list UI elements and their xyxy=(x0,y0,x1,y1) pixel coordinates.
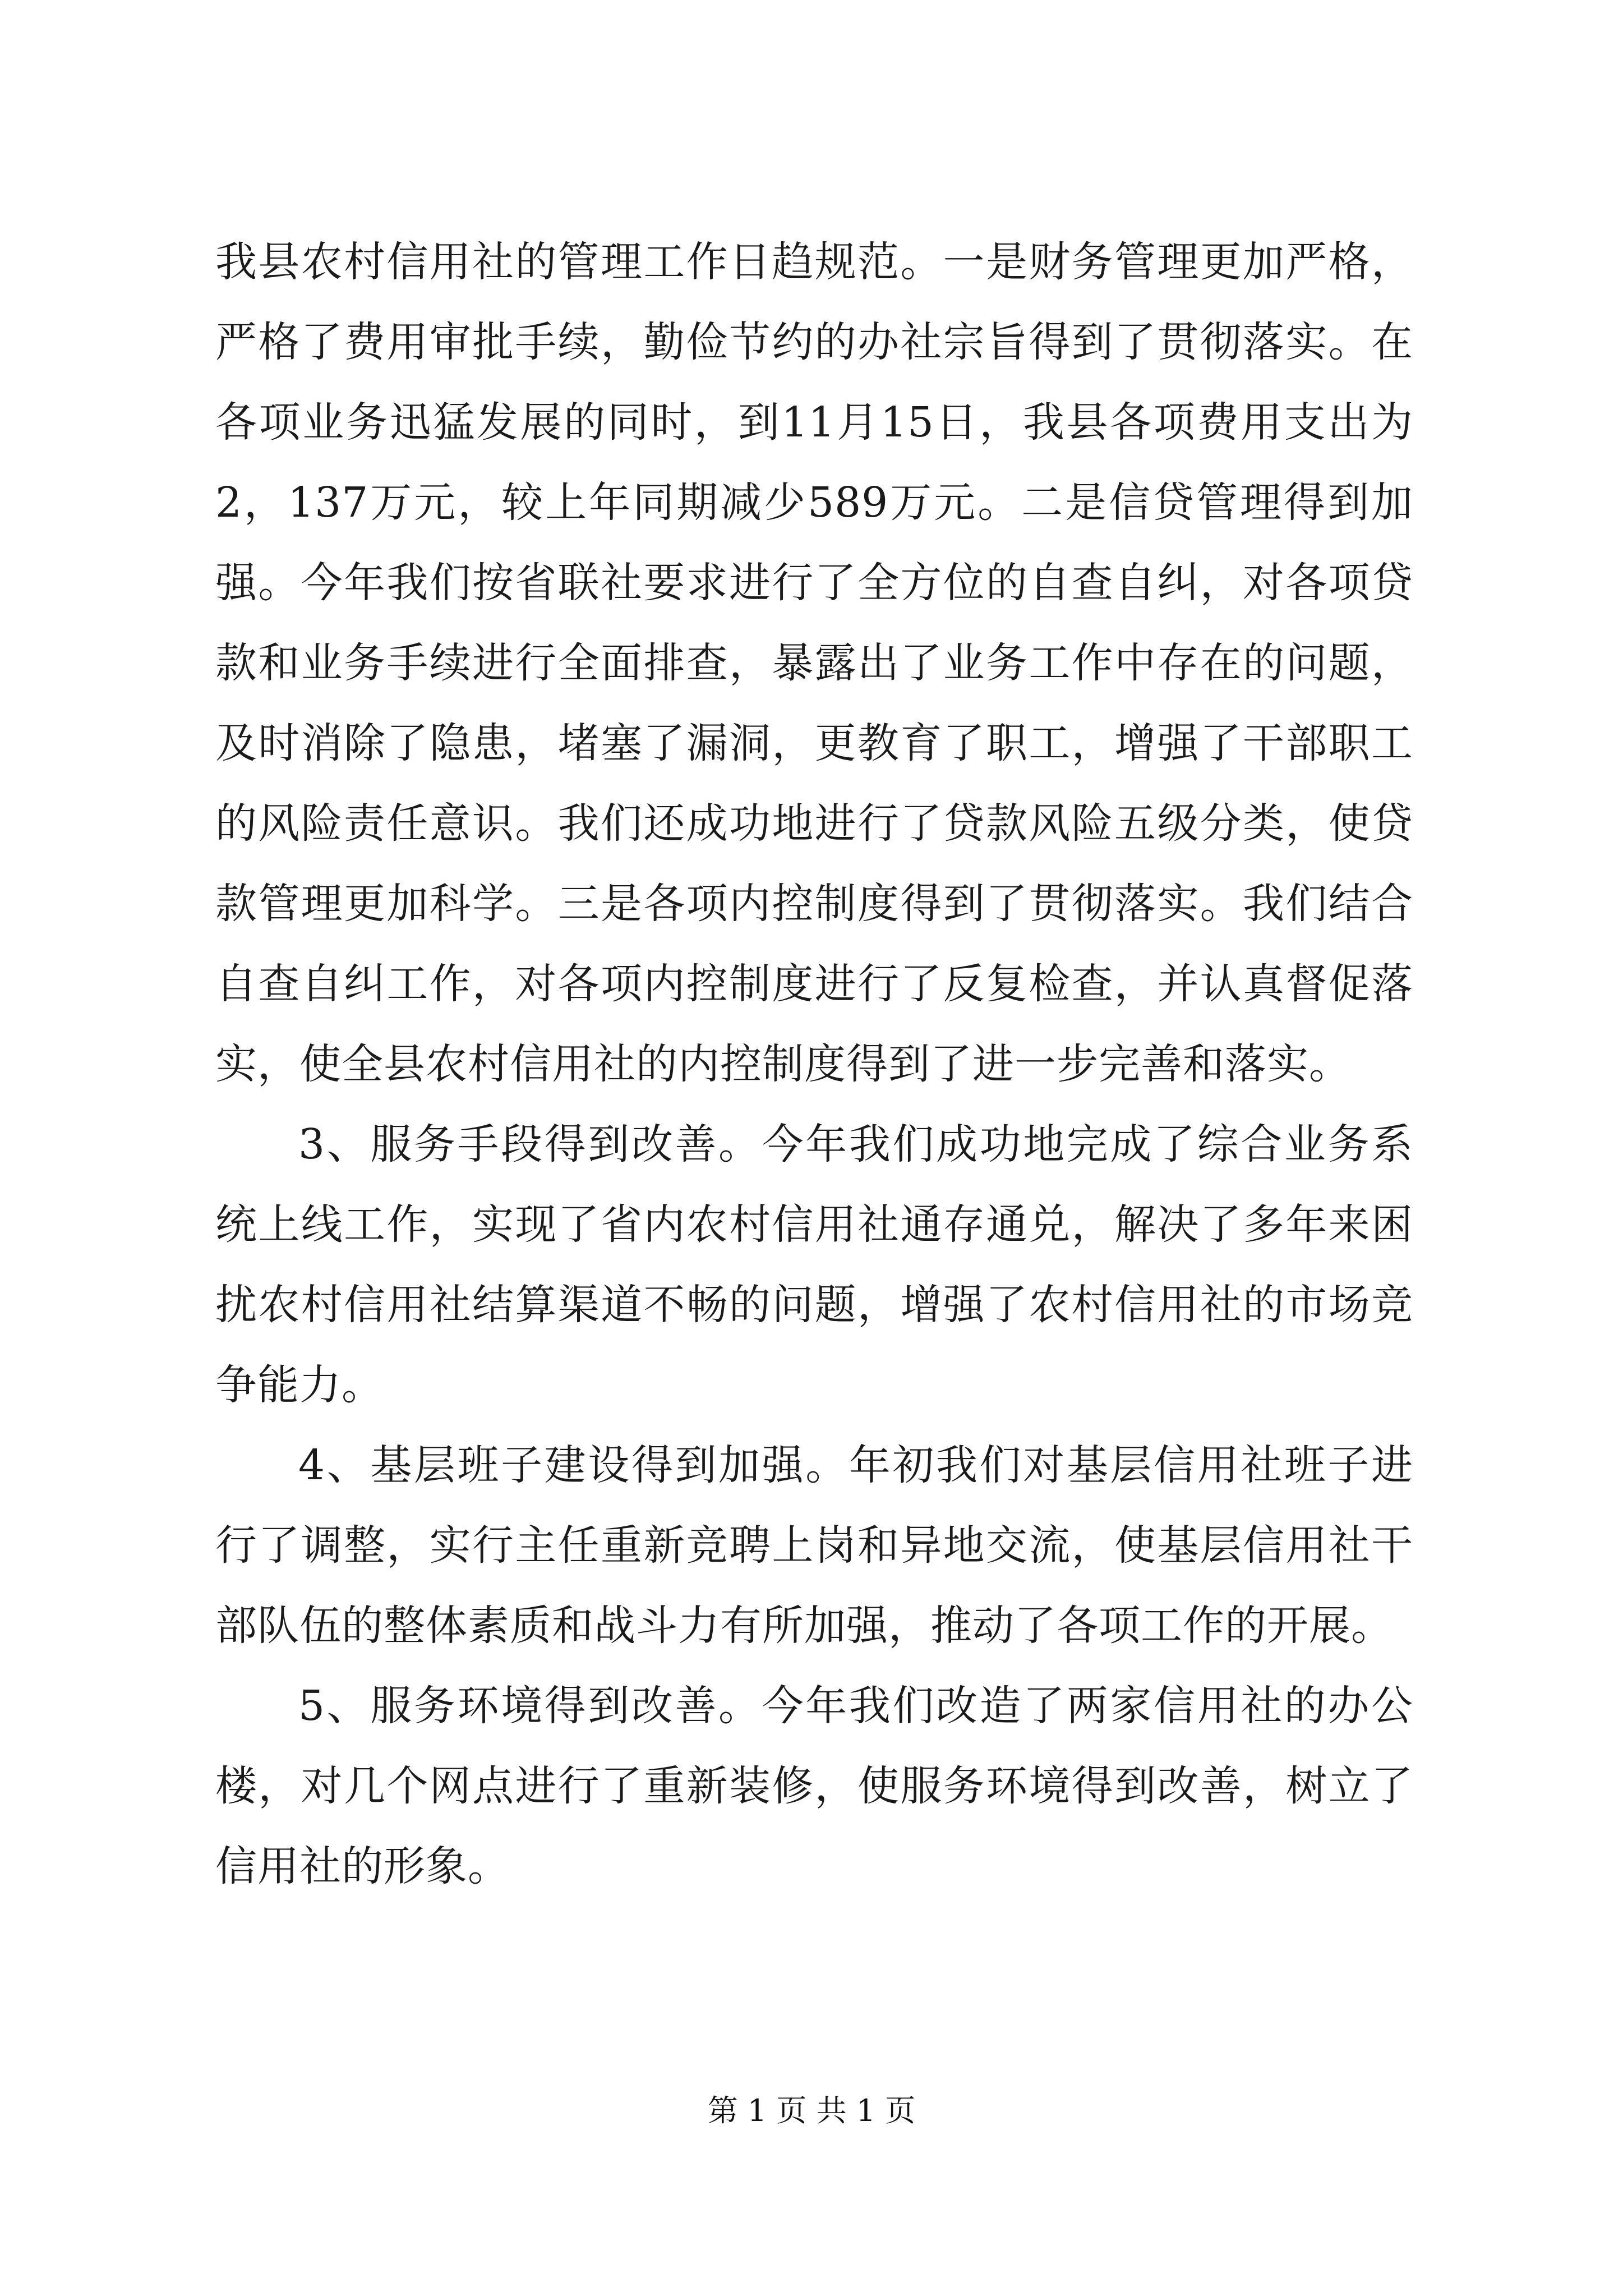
paragraph-service-means: 3、服务手段得到改善。今年我们成功地完成了综合业务系统上线工作，实现了省内农村信用社通存通兑，解决了多年来困扰农村信用社结算渠道不畅的问题，增强了农村信用社的市场竞争能力。 xyxy=(215,1120,1413,1409)
page-number-footer: 第 1 页 共 1 页 xyxy=(707,2093,916,2128)
paragraph-service-environment: 5、服务环境得到改善。今年我们改造了两家信用社的办公楼，对几个网点进行了重新装修，使服务环境得到改善，树立了信用社的形象。 xyxy=(215,1682,1413,1890)
paragraph-team-building: 4、基层班子建设得到加强。年初我们对基层信用社班子进行了调整，实行主任重新竞聘上岗和异地交流，使基层信用社干部队伍的整体素质和战斗力有所加强，推动了各项工作的开展。 xyxy=(215,1441,1413,1650)
document-body xyxy=(215,222,1413,1907)
paragraph-management: 我县农村信用社的管理工作日趋规范。一是财务管理更加严格，严格了费用审批手续，勤俭节约的办社宗旨得到了贯彻落实。在各项业务迅猛发展的同时，到11月15日，我县各项费用支出为2，137万元，较上年同期减少589万元。二是信贷管理得到加强。今年我们按省联社要求进行了全方位的自查自纠，对各项贷款和业务手续进行全面排查，暴露出了业务工作中存在的问题，及时消除了隐患，堵塞了漏洞，更教育了职工，增强了干部职工的风险责任意识。我们还成功地进行了贷款风险五级分类，使贷款管理更加科学。三是各项内控制度得到了贯彻落实。我们结合自查自纠工作，对各项内控制度进行了反复检查，并认真督促落实，使全县农村信用社的内控制度得到了进一步完善和落实。 xyxy=(215,238,1413,1088)
